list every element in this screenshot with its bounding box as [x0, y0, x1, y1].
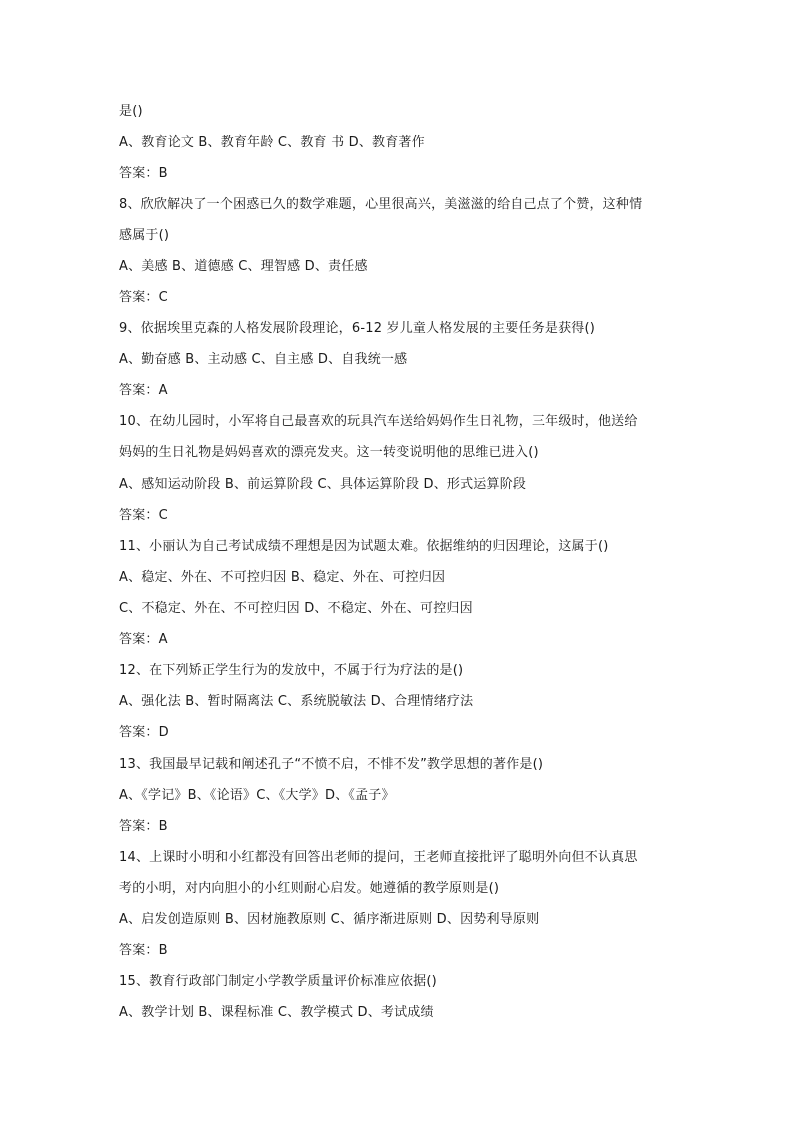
text-line: A、稳定、外在、不可控归因 B、稳定、外在、可控归因: [119, 570, 446, 585]
text-line: 是(): [119, 104, 143, 119]
text-line: 13、我国最早记载和阐述孔子“不愤不启，不悱不发”教学思想的著作是(): [119, 757, 544, 772]
text-line: A、教育论文 B、教育年龄 C、教育 书 D、教育著作: [119, 135, 425, 150]
text-line: 答案：C: [119, 290, 168, 305]
text-line: 答案：B: [119, 819, 168, 834]
text-line: 感属于(): [119, 228, 170, 243]
text-line: A、美感 B、道德感 C、理智感 D、责任感: [119, 259, 368, 274]
text-line: A、启发创造原则 B、因材施教原则 C、循序渐进原则 D、因势利导原则: [119, 912, 540, 927]
text-line: 答案：A: [119, 383, 168, 398]
text-line: 答案：C: [119, 508, 168, 523]
text-line: A、教学计划 B、课程标准 C、教学模式 D、考试成绩: [119, 1005, 434, 1020]
text-line: 答案：D: [119, 725, 169, 740]
text-line: 8、欣欣解决了一个困惑已久的数学难题，心里很高兴，美滋滋的给自己点了个赞，这种情: [119, 197, 643, 212]
text-line: 15、教育行政部门制定小学教学质量评价标准应依据(): [119, 974, 437, 989]
text-line: 12、在下列矫正学生行为的发放中，不属于行为疗法的是(): [119, 663, 464, 678]
text-line: 10、在幼儿园时，小军将自己最喜欢的玩具汽车送给妈妈作生日礼物，三年级时，他送给: [119, 414, 638, 429]
text-line: 14、上课时小明和小红都没有回答出老师的提问，王老师直接批评了聪明外向但不认真思: [119, 850, 638, 865]
text-line: 妈妈的生日礼物是妈妈喜欢的漂亮发夹。这一转变说明他的思维已进入(): [119, 445, 539, 460]
text-line: 11、小丽认为自己考试成绩不理想是因为试题太难。依据维纳的归因理论，这属于(): [119, 539, 609, 554]
text-line: A、《学记》B、《论语》C、《大学》D、《孟子》: [119, 788, 395, 803]
text-line: 9、依据埃里克森的人格发展阶段理论，6-12 岁儿童人格发展的主要任务是获得(): [119, 321, 596, 336]
text-line: 答案：B: [119, 943, 168, 958]
text-line: A、强化法 B、暂时隔离法 C、系统脱敏法 D、合理情绪疗法: [119, 694, 474, 709]
text-line: A、勤奋感 B、主动感 C、自主感 D、自我统一感: [119, 352, 408, 367]
text-line: 考的小明，对内向胆小的小红则耐心启发。她遵循的教学原则是(): [119, 881, 500, 896]
text-line: C、不稳定、外在、不可控归因 D、不稳定、外在、可控归因: [119, 601, 473, 616]
text-line: A、感知运动阶段 B、前运算阶段 C、具体运算阶段 D、形式运算阶段: [119, 477, 527, 492]
text-line: 答案：B: [119, 166, 168, 181]
text-line: 答案：A: [119, 632, 168, 647]
